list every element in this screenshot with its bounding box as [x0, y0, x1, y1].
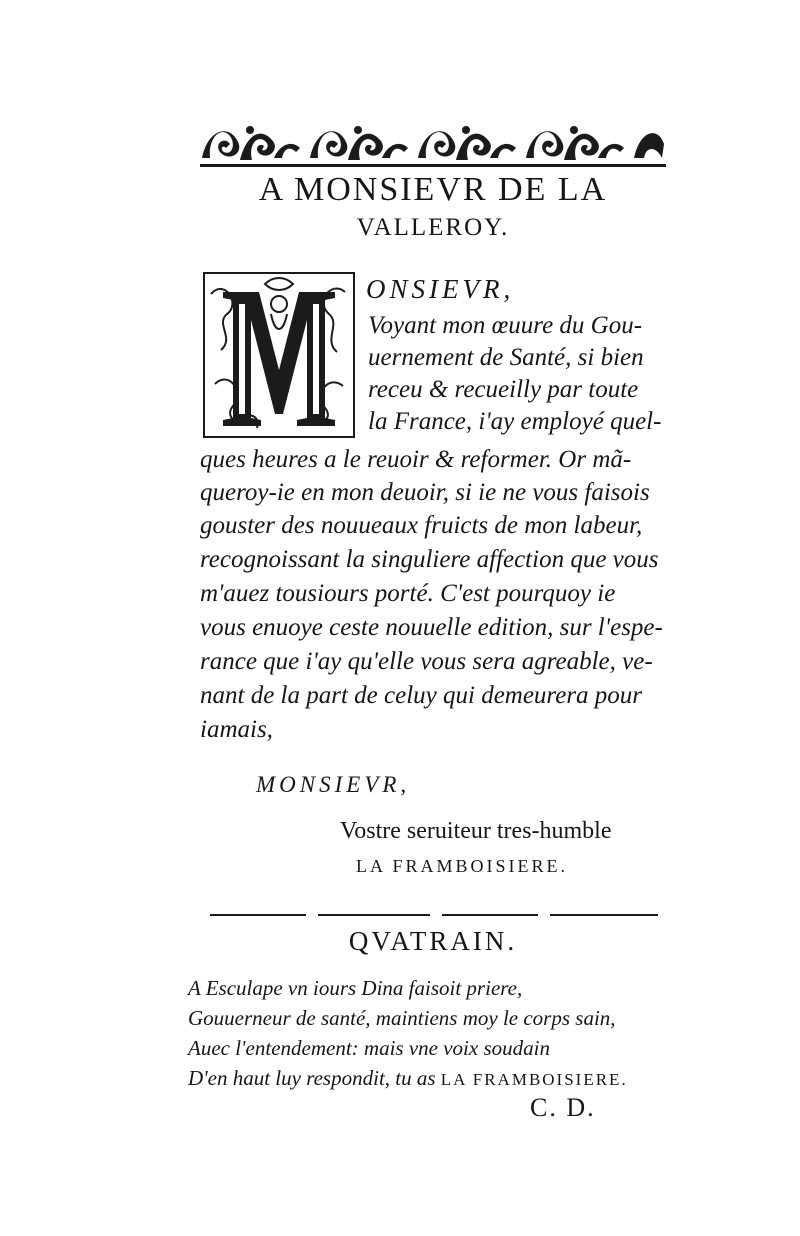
- letter-line-11: rance que i'ay qu'elle vous sera agreable, ve-: [200, 648, 653, 675]
- author-signature: LA FRAMBOISIERE.: [356, 856, 569, 876]
- quatrain-line-3: Auec l'entendement: mais vne voix soudain: [188, 1036, 550, 1060]
- letter-line-12: nant de la part de celuy qui demeurera pour: [200, 682, 643, 709]
- letter-line-10: vous enuoye ceste nouuelle edition, sur l'espe-: [200, 614, 663, 641]
- quatrain-line-2: Gouuerneur de santé, maintiens moy le corps sain,: [188, 1006, 616, 1030]
- letter-line-1: Voyant mon œuure du Gou-: [368, 312, 643, 339]
- letter-line-4: la France, i'ay employé quel-: [368, 408, 662, 435]
- closing-servant-line: Vostre seruiteur tres-humble: [340, 818, 612, 844]
- quatrain-line-4: [188, 1066, 628, 1091]
- dedication-title-line-1: A MONSIEVR DE LA: [258, 171, 608, 208]
- letter-line-3: receu & recueilly par toute: [368, 376, 639, 403]
- letter-line-8: recognoissant la singuliere affection que vous: [200, 546, 659, 573]
- letter-line-5: ques heures a le reuoir & reformer. Or mã-: [200, 446, 632, 473]
- ornamental-headpiece-icon: [200, 118, 666, 168]
- section-divider: [200, 910, 666, 920]
- ornate-initial-m-icon: [203, 272, 355, 438]
- quatrain-line-4-text: D'en haut luy respondit, tu as: [188, 1066, 436, 1090]
- letter-line-9: m'auez tousiours porté. C'est pourquoy ie: [200, 580, 616, 607]
- letter-salutation: ONSIEVR,: [366, 274, 515, 304]
- quatrain-line-1: A Esculape vn iours Dina faisoit priere,: [188, 976, 523, 1000]
- letter-line-7: gouster des nouueaux fruicts de mon labeur,: [200, 512, 643, 539]
- quatrain-title: QVATRAIN.: [348, 926, 518, 956]
- closing-salutation: MONSIEVR,: [256, 772, 411, 797]
- quatrain-author-initials: C. D.: [530, 1093, 596, 1122]
- quatrain-line-4-name: LA FRAMBOISIERE.: [440, 1070, 628, 1089]
- letter-line-2: uernement de Santé, si bien: [368, 344, 644, 371]
- dedication-title-line-2: VALLEROY.: [356, 214, 510, 241]
- letter-line-13: iamais,: [200, 716, 273, 743]
- letter-line-6: queroy-ie en mon deuoir, si ie ne vous faisois: [200, 479, 650, 506]
